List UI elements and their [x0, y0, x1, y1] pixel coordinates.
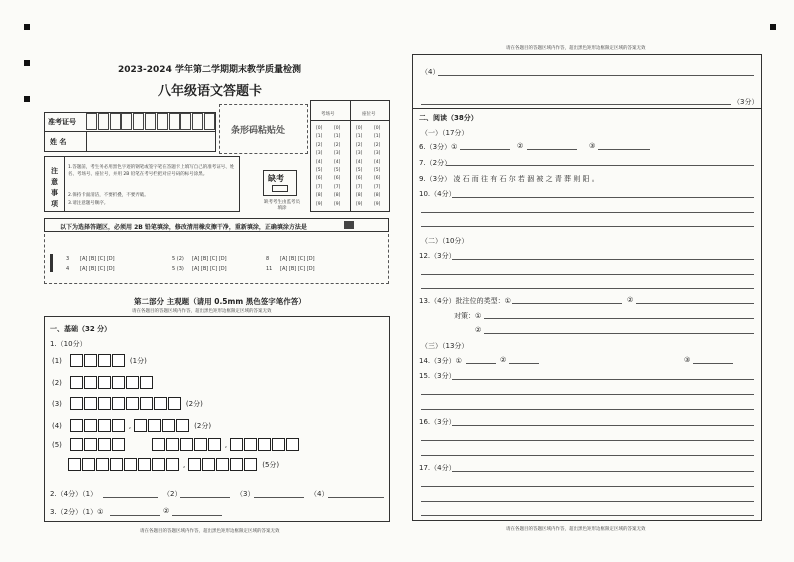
- score: (5分): [262, 460, 280, 469]
- choice-options[interactable]: [A] [B] [C] [D]: [192, 256, 227, 262]
- exam-no-cell[interactable]: [133, 113, 144, 130]
- char-box[interactable]: [126, 376, 139, 389]
- q2-4-answer-line[interactable]: [328, 497, 384, 498]
- q13-c-label: 对策：①: [454, 312, 482, 320]
- q4-label: （4）: [421, 68, 440, 76]
- digit-bubble[interactable]: [9]: [316, 201, 323, 207]
- answer-line[interactable]: [421, 440, 754, 441]
- digit-bubble[interactable]: [6]: [356, 176, 363, 182]
- char-box[interactable]: [98, 397, 111, 410]
- sub-label: (2): [52, 378, 62, 387]
- char-box[interactable]: [68, 458, 81, 471]
- answer-line[interactable]: [421, 226, 754, 227]
- q1-sub5-row: (5) ,: [52, 438, 300, 451]
- digit-bubble[interactable]: [3]: [356, 151, 363, 157]
- exam-no-cell[interactable]: [192, 113, 203, 130]
- choice-question-number: 4: [66, 266, 70, 272]
- digit-bubble[interactable]: [8]: [356, 193, 363, 199]
- digit-bubble[interactable]: [7]: [334, 184, 341, 190]
- choice-question-number: 8: [266, 256, 270, 262]
- char-box[interactable]: [84, 376, 97, 389]
- part2-title: 第二部分 主观题（请用 0.5mm 黑色签字笔作答）: [134, 297, 306, 306]
- timing-mark: [24, 96, 30, 102]
- q13-d-label: ②: [475, 326, 482, 334]
- char-box[interactable]: [84, 354, 97, 367]
- char-box[interactable]: [70, 438, 83, 451]
- char-box[interactable]: [166, 438, 179, 451]
- answer-line[interactable]: [421, 104, 731, 105]
- digit-bubble[interactable]: [2]: [334, 142, 341, 148]
- digit-bubble[interactable]: [5]: [316, 168, 323, 173]
- q3-1-answer-line[interactable]: [110, 515, 160, 516]
- digit-bubble[interactable]: [4]: [334, 159, 341, 165]
- char-box[interactable]: [286, 438, 299, 451]
- digit-bubble[interactable]: [4]: [356, 159, 363, 165]
- char-box[interactable]: [110, 458, 123, 471]
- char-box[interactable]: [112, 397, 125, 410]
- room-no-header: 考场号: [321, 112, 335, 117]
- char-box[interactable]: [84, 438, 97, 451]
- exam-no-cell[interactable]: [145, 113, 156, 130]
- char-box[interactable]: [70, 376, 83, 389]
- char-box[interactable]: [70, 419, 83, 432]
- q2-label: 2.（4分）（1）: [50, 490, 98, 498]
- char-box[interactable]: [194, 438, 207, 451]
- q10-label: 10.（4分）: [419, 190, 456, 198]
- digit-bubble[interactable]: [7]: [374, 184, 381, 190]
- score: (2分): [185, 399, 203, 408]
- q1-sub5-row2: , (5分): [68, 458, 279, 471]
- char-box[interactable]: [152, 458, 165, 471]
- char-box[interactable]: [138, 458, 151, 471]
- q15-label: 15.（3分）: [419, 372, 456, 380]
- q17-label: 17.（4分）: [419, 464, 456, 472]
- answer-line[interactable]: [452, 197, 754, 198]
- digit-bubble[interactable]: [8]: [374, 193, 381, 199]
- answer-line[interactable]: [421, 455, 754, 456]
- char-box[interactable]: [188, 458, 201, 471]
- q3-b-label: ②: [163, 507, 170, 515]
- divider: [412, 108, 762, 109]
- q13-3-answer-line[interactable]: [484, 318, 754, 319]
- q13-label: 13.（4分）批注位的类型：①: [419, 297, 511, 305]
- q13-b-label: ②: [627, 296, 634, 304]
- timing-mark: [24, 24, 30, 30]
- q1-sub2-row: [52, 376, 154, 389]
- answer-line[interactable]: [452, 259, 754, 260]
- digit-bubble[interactable]: [7]: [356, 184, 363, 190]
- absent-label: 缺考: [268, 174, 284, 183]
- char-box[interactable]: [258, 438, 271, 451]
- q6-2-answer-line[interactable]: [527, 149, 577, 150]
- choice-options[interactable]: [A] [B] [C] [D]: [80, 256, 115, 262]
- char-box[interactable]: [168, 397, 181, 410]
- q14-label: 14.（3分）①: [419, 357, 462, 365]
- char-box[interactable]: [70, 397, 83, 410]
- digit-bubble[interactable]: [5]: [374, 168, 381, 173]
- char-box[interactable]: [166, 458, 179, 471]
- sub-label: (4): [52, 421, 62, 430]
- digit-bubble[interactable]: [1]: [334, 134, 341, 140]
- digit-bubble[interactable]: [0]: [334, 126, 341, 131]
- char-box[interactable]: [124, 458, 137, 471]
- digit-bubble[interactable]: [4]: [374, 159, 381, 165]
- digit-bubble[interactable]: [1]: [316, 134, 323, 140]
- digit-bubble[interactable]: [8]: [316, 193, 323, 199]
- char-box[interactable]: [98, 419, 111, 432]
- char-box[interactable]: [208, 438, 221, 451]
- exam-no-cell[interactable]: [86, 113, 97, 130]
- answer-line[interactable]: [421, 274, 754, 275]
- exam-no-cell[interactable]: [110, 113, 121, 130]
- char-box[interactable]: [140, 397, 153, 410]
- digit-bubble[interactable]: [2]: [374, 142, 381, 148]
- timing-mark: [770, 24, 776, 30]
- q3-label: 3.（2分）（1）①: [50, 508, 104, 516]
- char-box[interactable]: [162, 419, 175, 432]
- sub-three: （三）（13分）: [421, 342, 469, 350]
- digit-bubble[interactable]: [3]: [316, 151, 323, 157]
- top-warning: 请在各题目的答题区域内作答，超出黑色矩形边框限定区域的答案无效: [506, 46, 646, 51]
- answer-line[interactable]: [421, 212, 754, 213]
- digit-bubble[interactable]: [3]: [334, 151, 341, 157]
- sub-label: (5): [52, 440, 62, 449]
- q2-1-answer-line[interactable]: [103, 497, 158, 498]
- sub-label: (1): [52, 356, 62, 365]
- char-box[interactable]: [70, 354, 83, 367]
- notice-label: 注意事项: [51, 167, 58, 208]
- answer-line[interactable]: [452, 379, 754, 380]
- char-box[interactable]: [84, 419, 97, 432]
- section-basic: 一、基础（32 分）: [50, 325, 112, 333]
- bottom-warning: 请在各题目的答题区域内作答，超出黑色矩形边框限定区域的答案无效: [140, 529, 280, 534]
- q6-label: 6.（3分）①: [419, 143, 458, 151]
- q13-2-answer-line[interactable]: [636, 303, 754, 304]
- digit-bubble[interactable]: [6]: [374, 176, 381, 182]
- q2-2-answer-line[interactable]: [180, 497, 230, 498]
- char-box[interactable]: [230, 438, 243, 451]
- q14-2-answer-line[interactable]: [509, 363, 539, 364]
- sub-two: （二）（10分）: [421, 237, 469, 245]
- q2-d-label: （4）: [310, 490, 329, 498]
- char-box[interactable]: [82, 458, 95, 471]
- divider: [86, 131, 87, 152]
- char-box[interactable]: [244, 438, 257, 451]
- answer-line[interactable]: [452, 425, 754, 426]
- char-box[interactable]: [112, 438, 125, 451]
- digit-bubble[interactable]: [0]: [356, 126, 363, 131]
- char-box[interactable]: [216, 458, 229, 471]
- digit-bubble[interactable]: [9]: [356, 201, 363, 207]
- notice-item: 3.请注意题号顺序。: [68, 201, 109, 206]
- q13-1-answer-line[interactable]: [512, 303, 622, 304]
- char-box[interactable]: [272, 438, 285, 451]
- q7-label: 7.（2分）: [419, 159, 452, 167]
- char-box[interactable]: [230, 458, 243, 471]
- char-box[interactable]: [126, 397, 139, 410]
- exam-no-cell[interactable]: [169, 113, 180, 130]
- digit-bubble[interactable]: [2]: [316, 142, 323, 148]
- q3-2-answer-line[interactable]: [172, 515, 222, 516]
- answer-line[interactable]: [421, 515, 754, 516]
- digit-bubble[interactable]: [6]: [334, 176, 341, 182]
- notice-item: 2.保持卡面清洁，不要折叠，不要弄破。: [68, 193, 149, 198]
- char-box[interactable]: [134, 419, 147, 432]
- divider: [310, 120, 390, 121]
- q6-3-answer-line[interactable]: [598, 149, 650, 150]
- exam-title: 2023-2024 学年第二学期期末教学质量检测: [118, 65, 301, 75]
- q6-b-label: ②: [517, 142, 524, 150]
- q12-label: 12.（3分）: [419, 252, 456, 260]
- exam-no-label: 准考证号: [48, 118, 76, 126]
- absent-bubble[interactable]: [272, 185, 288, 192]
- answer-line[interactable]: [421, 288, 754, 289]
- exam-no-cell[interactable]: [204, 113, 215, 130]
- answer-line[interactable]: [446, 165, 754, 166]
- digit-bubble[interactable]: [2]: [356, 142, 363, 148]
- digit-bubble[interactable]: [9]: [334, 201, 341, 207]
- exam-no-cell[interactable]: [180, 113, 191, 130]
- notice-item: 1.答题前，考生务必用黑色字迹的钢笔或签字笔在答题卡上填写自己的准考证号、姓名、考场号、座位号，并用 2B 铅笔在考号栏把对应号码的标号涂黑。: [68, 165, 235, 177]
- char-box[interactable]: [152, 438, 165, 451]
- fill-sample: [344, 221, 354, 229]
- choice-options[interactable]: [A] [B] [C] [D]: [280, 256, 315, 262]
- q14-3-answer-line[interactable]: [693, 363, 733, 364]
- choice-question-number: 3: [66, 256, 70, 262]
- q14-b-label: ②: [500, 356, 507, 364]
- sub-label: (3): [52, 399, 62, 408]
- char-box[interactable]: [180, 438, 193, 451]
- char-box[interactable]: [154, 397, 167, 410]
- char-box[interactable]: [98, 438, 111, 451]
- answer-line[interactable]: [421, 486, 754, 487]
- q6-c-label: ③: [589, 142, 596, 150]
- divider: [350, 100, 351, 212]
- digit-bubble[interactable]: [9]: [374, 201, 381, 207]
- q4-score: （3分）: [733, 98, 759, 106]
- char-box[interactable]: [112, 354, 125, 367]
- digit-bubble[interactable]: [8]: [334, 193, 341, 199]
- digit-bubble[interactable]: [1]: [374, 134, 381, 140]
- choice-question-number: 5 (2): [172, 256, 184, 262]
- q9-label: 9.（3分） 凌 石 而 往 有 石 尔 若 涸 被 之 青 葬 则 阳 。: [419, 175, 599, 183]
- exam-no-cells[interactable]: [86, 112, 216, 131]
- char-box[interactable]: [244, 458, 257, 471]
- seat-no-header: 座位号: [362, 112, 376, 117]
- section-reading: 二、阅读（38分）: [419, 114, 478, 122]
- sub-one: （一）（17分）: [421, 129, 469, 137]
- char-box[interactable]: [84, 397, 97, 410]
- digit-bubble[interactable]: [5]: [356, 168, 363, 173]
- char-box[interactable]: [112, 419, 125, 432]
- answer-line[interactable]: [452, 471, 754, 472]
- exam-no-cell[interactable]: [98, 113, 109, 130]
- q2-3-answer-line[interactable]: [254, 497, 304, 498]
- timing-mark: [24, 60, 30, 66]
- score: (2分): [194, 421, 212, 430]
- part2-warning: 请在各题目的答题区域内作答，超出黑色矩形边框限定区域的答案无效: [132, 309, 272, 314]
- char-box[interactable]: [202, 458, 215, 471]
- digit-bubble[interactable]: [4]: [316, 159, 323, 165]
- exam-no-cell[interactable]: [157, 113, 168, 130]
- choice-options[interactable]: [A] [B] [C] [D]: [280, 266, 315, 272]
- choice-banner: 以下为选择答题区，必须用 2B 铅笔填涂，修改清用橡皮擦干净，重新填涂，正确填涂方法是: [60, 224, 307, 231]
- absent-note: 缺考考生由监考员填涂: [264, 200, 300, 211]
- timing-bar: [50, 254, 53, 272]
- char-box[interactable]: [148, 419, 161, 432]
- choice-question-number: 5 (3): [172, 266, 184, 272]
- char-box[interactable]: [98, 354, 111, 367]
- char-box[interactable]: [140, 376, 153, 389]
- q2-c-label: （3）: [236, 490, 255, 498]
- divider: [44, 131, 216, 132]
- char-box[interactable]: [112, 376, 125, 389]
- digit-bubble[interactable]: [6]: [316, 176, 323, 182]
- q6-1-answer-line[interactable]: [460, 149, 510, 150]
- exam-no-cell[interactable]: [121, 113, 132, 130]
- q14-c-label: ③: [684, 356, 691, 364]
- digit-bubble[interactable]: [0]: [316, 126, 323, 131]
- barcode-label: 条形码粘贴处: [231, 126, 286, 136]
- choice-options[interactable]: [A] [B] [C] [D]: [192, 266, 227, 272]
- answer-line[interactable]: [421, 409, 754, 410]
- choice-question-number: 11: [266, 266, 273, 272]
- digit-bubble[interactable]: [1]: [356, 134, 363, 140]
- q14-1-answer-line[interactable]: [466, 363, 496, 364]
- q1-label: 1.（10分）: [50, 340, 87, 348]
- q16-label: 16.（3分）: [419, 418, 456, 426]
- q1-sub3-row: [52, 397, 203, 410]
- q1-sub1-row: [52, 354, 147, 367]
- char-box[interactable]: [98, 376, 111, 389]
- q2-b-label: （2）: [163, 490, 182, 498]
- sheet-title: 八年级语文答题卡: [158, 84, 263, 99]
- q1-sub4-row: (4) , (2分): [52, 419, 211, 432]
- divider: [64, 156, 65, 212]
- char-box[interactable]: [176, 419, 189, 432]
- choice-options[interactable]: [A] [B] [C] [D]: [80, 266, 115, 272]
- digit-bubble[interactable]: [3]: [374, 151, 381, 157]
- score: (1分): [129, 356, 147, 365]
- name-label: 姓 名: [50, 138, 67, 146]
- answer-line[interactable]: [421, 394, 754, 395]
- digit-bubble[interactable]: [7]: [316, 184, 323, 190]
- q13-4-answer-line[interactable]: [484, 333, 754, 334]
- answer-line[interactable]: [421, 501, 754, 502]
- digit-bubble[interactable]: [5]: [334, 168, 341, 173]
- digit-bubble[interactable]: [0]: [374, 126, 381, 131]
- answer-line[interactable]: [438, 75, 754, 76]
- bottom-warning: 请在各题目的答题区域内作答，超出黑色矩形边框限定区域的答案无效: [506, 527, 646, 532]
- char-box[interactable]: [96, 458, 109, 471]
